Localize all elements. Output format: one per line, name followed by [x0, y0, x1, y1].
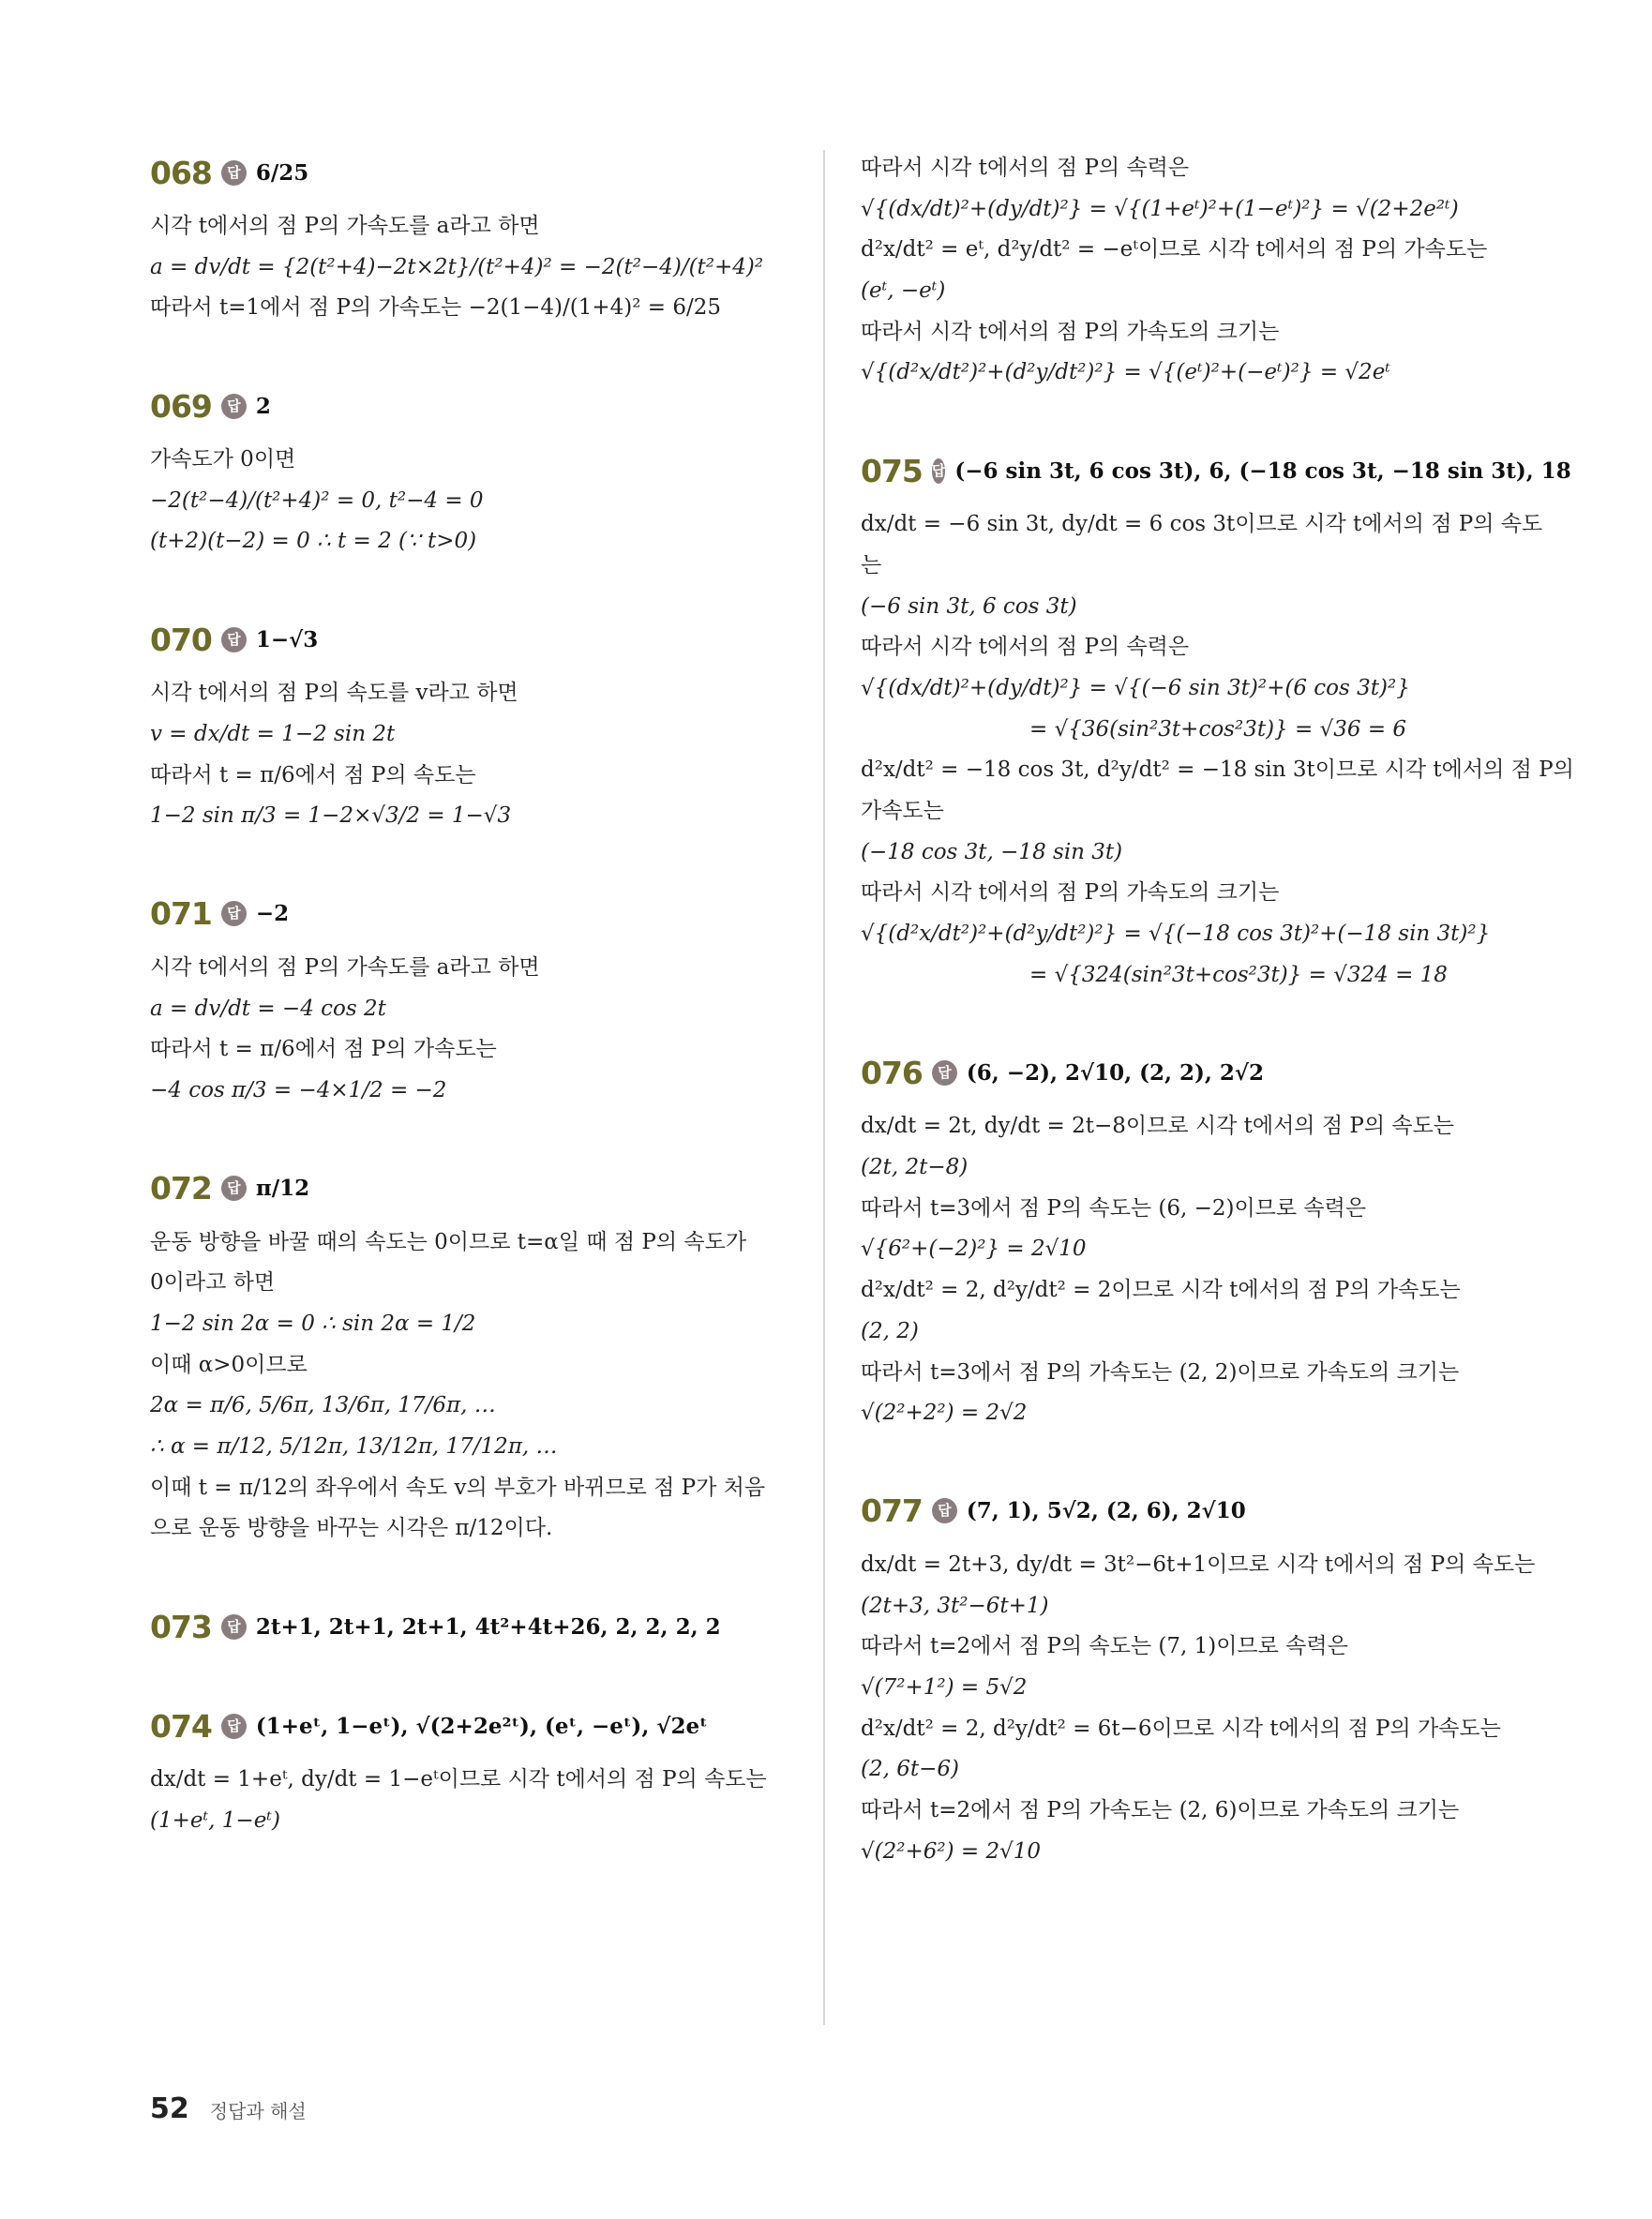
problem-header: [861, 448, 1571, 493]
footer-title: 정답과 해설: [209, 2100, 307, 2122]
problem-number: 073: [150, 1608, 212, 1645]
problem-number: 068: [150, 154, 212, 191]
solution-line: a = dv/dt = −4 cos 2t: [150, 996, 386, 1021]
answer-badge: 답: [932, 1060, 957, 1086]
solution-line: 1−2 sin 2α = 0 ∴ sin 2α = 1/2: [150, 1312, 476, 1336]
solution-line: a = dv/dt = {2(t²+4)−2t×2t}/(t²+4)² = −2(t²−4)/(t²+4)²: [150, 254, 764, 279]
solution-line: 따라서 시각 t에서의 점 P의 속력은: [861, 156, 1190, 180]
solution-line: dx/dt = 2t, dy/dt = 2t−8이므로 시각 t에서의 점 P의 속도는: [861, 1114, 1455, 1139]
solution-line: −2(t²−4)/(t²+4)² = 0, t²−4 = 0: [150, 487, 484, 513]
page-footer: [150, 2092, 307, 2125]
answer-value: 2: [255, 393, 271, 419]
solution-line: 운동 방향을 바꿀 때의 속도는 0이므로 t=α일 때 점 P의 속도가: [150, 1229, 747, 1254]
solution-line: √(2²+6²) = 2√10: [861, 1838, 1042, 1864]
solution-line: 이때 α>0이므로: [150, 1352, 308, 1377]
problem-075: [861, 448, 1574, 996]
problem-header: [150, 1604, 806, 1649]
solution-line: √(7²+1²) = 5√2: [861, 1674, 1028, 1700]
solution-line: 따라서 시각 t에서의 점 P의 가속도의 크기는: [861, 880, 1280, 906]
solution-line: 가속도는: [861, 798, 944, 823]
answer-value: 2t+1, 2t+1, 2t+1, 4t²+4t+26, 2, 2, 2, 2: [255, 1613, 721, 1640]
problem-header: [150, 1166, 806, 1211]
left-column: [150, 150, 806, 1897]
problem-header: [150, 617, 806, 662]
solution-line: (2, 2): [861, 1318, 919, 1343]
solution-line: 0이라고 하면: [150, 1270, 276, 1296]
problem-069: [150, 383, 806, 562]
solution-line: 따라서 t = π/6에서 점 P의 속도는: [150, 762, 476, 787]
problem-number: 069: [150, 387, 212, 425]
solution-line: 으로 운동 방향을 바꾸는 시각은 π/12이다.: [150, 1516, 553, 1541]
answer-badge: 답: [221, 901, 247, 926]
page-number: 52: [150, 2092, 189, 2125]
answer-badge: 답: [221, 627, 247, 652]
answer-value: (6, −2), 2√10, (2, 2), 2√2: [966, 1059, 1265, 1086]
problem-number: 072: [150, 1170, 212, 1207]
problem-header: [861, 1050, 1517, 1095]
solution-line: 따라서 시각 t에서의 점 P의 속력은: [861, 635, 1190, 660]
problem-number: 076: [861, 1054, 923, 1091]
problem-077: [861, 1489, 1536, 1873]
solution-line: 시각 t에서의 점 P의 속도를 v라고 하면: [150, 681, 518, 706]
answer-value: (7, 1), 5√2, (2, 6), 2√10: [966, 1498, 1246, 1524]
solution-line: √{(dx/dt)²+(dy/dt)²} = √{(1+eᵗ)²+(1−eᵗ)²} = √(2+2e²ᵗ): [861, 196, 1459, 221]
solution-line: (eᵗ, −eᵗ): [861, 278, 946, 304]
solution-line: = √{36(sin²3t+cos²3t)} = √36 = 6: [1029, 716, 1407, 742]
solution-line: v = dx/dt = 1−2 sin 2t: [150, 721, 396, 746]
answer-value: (1+eᵗ, 1−eᵗ), √(2+2e²ᵗ), (eᵗ, −eᵗ), √2eᵗ: [255, 1713, 708, 1739]
problem-header: [150, 1703, 806, 1748]
answer-badge: 답: [221, 1176, 247, 1201]
problem-074: [150, 1703, 806, 1841]
solution-line: 따라서 시각 t에서의 점 P의 가속도의 크기는: [861, 319, 1280, 344]
solution-line: dx/dt = 1+eᵗ, dy/dt = 1−eᵗ이므로 시각 t에서의 점 P의 속도는: [150, 1767, 767, 1792]
solution-line: dx/dt = 2t+3, dy/dt = 3t²−6t+1이므로 시각 t에서의 점 P의 속도는: [861, 1552, 1536, 1577]
problem-number: 070: [150, 621, 212, 658]
problem-header: [861, 1489, 1517, 1534]
solution-line: (2, 6t−6): [861, 1757, 959, 1782]
solution-line: 시각 t에서의 점 P의 가속도를 a라고 하면: [150, 214, 540, 238]
solution-line: √{(d²x/dt²)²+(d²y/dt²)²} = √{(eᵗ)²+(−eᵗ)²} = √2eᵗ: [861, 360, 1390, 385]
answer-value: (−6 sin 3t, 6 cos 3t), 6, (−18 cos 3t, −18 sin 3t), 18: [954, 457, 1571, 484]
answer-value: 6/25: [255, 159, 309, 186]
solution-line: 따라서 t=1에서 점 P의 가속도는 −2(1−4)/(1+4)² = 6/25: [150, 295, 721, 321]
problem-076: [861, 1050, 1517, 1434]
problem-number: 071: [150, 895, 212, 933]
solution-line: d²x/dt² = eᵗ, d²y/dt² = −eᵗ이므로 시각 t에서의 점 P의 가속도는: [861, 237, 1488, 262]
solution-line: √{6²+(−2)²} = 2√10: [861, 1237, 1087, 1262]
problem-header: [150, 150, 806, 195]
problem-header: [150, 892, 806, 937]
solution-line: 따라서 t=2에서 점 P의 가속도는 (2, 6)이므로 가속도의 크기는: [861, 1798, 1460, 1822]
solution-line: d²x/dt² = 2, d²y/dt² = 6t−6이므로 시각 t에서의 점 P의 가속도는: [861, 1716, 1501, 1741]
answer-badge: 답: [932, 458, 946, 484]
solution-line: d²x/dt² = −18 cos 3t, d²y/dt² = −18 sin 3t이므로 시각 t에서의 점 P의: [861, 757, 1574, 783]
answer-value: 1−√3: [255, 626, 319, 652]
answer-badge: 답: [221, 1714, 247, 1739]
problem-073: [150, 1604, 806, 1649]
solution-line: (t+2)(t−2) = 0 ∴ t = 2 (∵ t>0): [150, 529, 477, 554]
solution-line: 시각 t에서의 점 P의 가속도를 a라고 하면: [150, 954, 540, 980]
solution-line: 따라서 t=3에서 점 P의 속도는 (6, −2)이므로 속력은: [861, 1195, 1367, 1221]
problem-070: [150, 617, 806, 837]
answer-value: −2: [255, 901, 290, 927]
solution-line: 따라서 t = π/6에서 점 P의 가속도는: [150, 1037, 497, 1062]
solution-line: 이때 t = π/12의 좌우에서 속도 v의 부호가 바뀌므로 점 P가 처음: [150, 1475, 766, 1500]
solution-line: d²x/dt² = 2, d²y/dt² = 2이므로 시각 t에서의 점 P의 가속도는: [861, 1278, 1461, 1303]
problem-068: [150, 150, 806, 329]
solution-line: 가속도가 0이면: [150, 447, 296, 472]
solution-line: 1−2 sin π/3 = 1−2×√3/2 = 1−√3: [150, 803, 512, 829]
solution-line: (2t, 2t−8): [861, 1155, 969, 1180]
answer-badge: 답: [221, 394, 247, 419]
solution-line: = √{324(sin²3t+cos²3t)} = √324 = 18: [1029, 962, 1448, 987]
solution-line: 따라서 t=2에서 점 P의 속도는 (7, 1)이므로 속력은: [861, 1634, 1348, 1659]
problem-header: [150, 383, 806, 428]
answer-value: π/12: [255, 1176, 310, 1202]
solution-line: √{(dx/dt)²+(dy/dt)²} = √{(−6 sin 3t)²+(6 cos 3t)²}: [861, 675, 1410, 700]
solution-line: 는: [861, 552, 882, 577]
column-divider: [823, 150, 825, 2025]
problem-071: [150, 892, 806, 1112]
solution-line: ∴ α = π/12, 5/12π, 13/12π, 17/12π, …: [150, 1434, 558, 1460]
solution-line: 따라서 t=3에서 점 P의 가속도는 (2, 2)이므로 가속도의 크기는: [861, 1359, 1460, 1385]
solution-line: √(2²+2²) = 2√2: [861, 1401, 1028, 1426]
right-column: [861, 148, 1574, 1927]
solution-line: −4 cos π/3 = −4×1/2 = −2: [150, 1077, 447, 1102]
solution-line: 2α = π/6, 5/6π, 13/6π, 17/6π, …: [150, 1393, 496, 1418]
problem-number: 074: [150, 1707, 212, 1745]
solution-line: (−6 sin 3t, 6 cos 3t): [861, 593, 1077, 619]
answer-badge: 답: [221, 160, 247, 186]
solution-line: (1+eᵗ, 1−eᵗ): [150, 1807, 280, 1833]
problem-072: [150, 1166, 806, 1551]
problem-074-continued: [861, 148, 1517, 394]
solution-line: dx/dt = −6 sin 3t, dy/dt = 6 cos 3t이므로 시각 t에서의 점 P의 속도: [861, 512, 1543, 537]
answer-badge: 답: [932, 1498, 957, 1523]
problem-number: 077: [861, 1492, 923, 1530]
solution-line: (−18 cos 3t, −18 sin 3t): [861, 839, 1123, 864]
answer-badge: 답: [221, 1614, 247, 1640]
solution-line: (2t+3, 3t²−6t+1): [861, 1593, 1049, 1618]
problem-number: 075: [861, 452, 923, 489]
solution-line: √{(d²x/dt²)²+(d²y/dt²)²} = √{(−18 cos 3t)²+(−18 sin 3t)²}: [861, 922, 1491, 946]
